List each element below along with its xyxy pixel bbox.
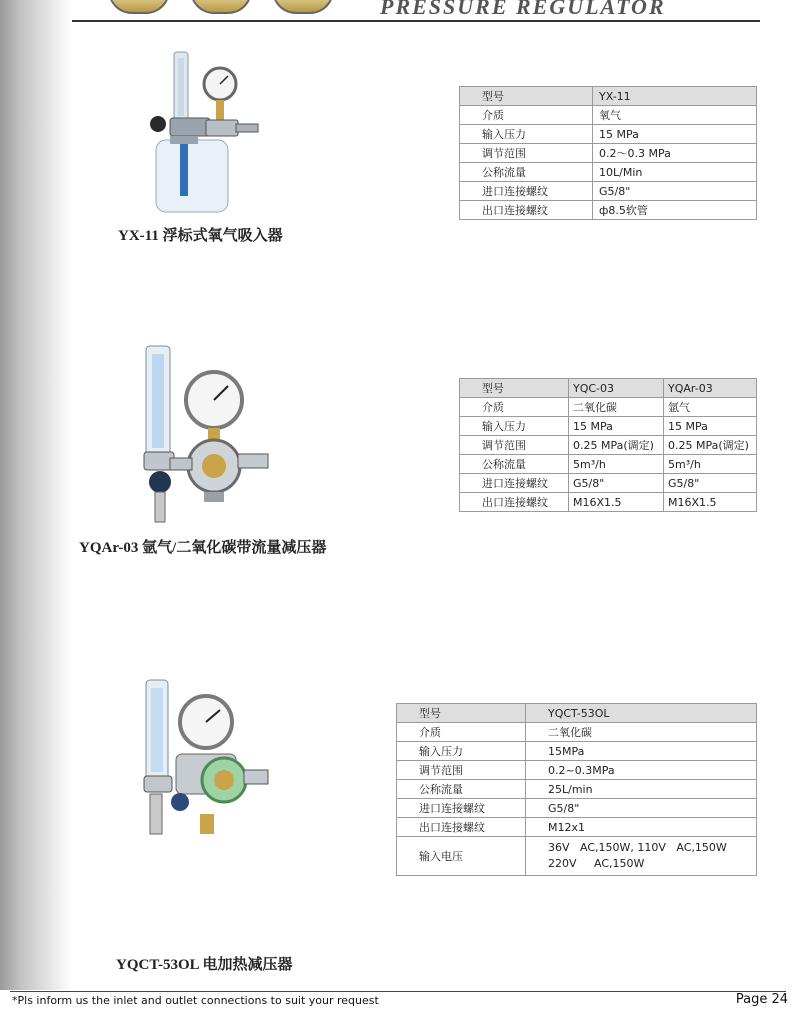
table-row: 出口连接螺纹 M16X1.5 M16X1.5 xyxy=(460,493,757,512)
table-row: 介质 二氧化碳 氩气 xyxy=(460,398,757,417)
argon-co2-regulator-image xyxy=(136,342,276,524)
table-row: 输入电压 36V AC,150W, 110V AC,150W 220V AC,150W xyxy=(397,837,757,876)
thumbnail-regulator-2 xyxy=(190,0,252,14)
table-row: 公称流量 10L/Min xyxy=(460,163,757,182)
table-row: 公称流量 5m³/h 5m³/h xyxy=(460,455,757,474)
thumbnail-regulator-1 xyxy=(108,0,170,14)
table-row: 调节范围 0.2~0.3MPa xyxy=(397,761,757,780)
thumbnail-regulator-3 xyxy=(272,0,334,14)
footer-divider xyxy=(10,991,786,992)
electric-heating-regulator-image xyxy=(136,676,276,844)
table-row: 输入压力 15 MPa xyxy=(460,125,757,144)
table-row: 型号 YX-11 xyxy=(460,87,757,106)
oxygen-inhaler-image xyxy=(140,50,270,215)
left-gradient-band xyxy=(0,0,72,990)
table-row: 输入压力 15MPa xyxy=(397,742,757,761)
table-row: 进口连接螺纹 G5/8" xyxy=(460,182,757,201)
table-row: 进口连接螺纹 G5/8" xyxy=(397,799,757,818)
product-caption-2: YQAr-03 氩气/二氧化碳带流量减压器 xyxy=(79,540,327,556)
table-row: 调节范围 0.25 MPa(调定) 0.25 MPa(调定) xyxy=(460,436,757,455)
voltage-line-2: 220V AC,150W xyxy=(548,857,645,870)
table-row: 介质 氧气 xyxy=(460,106,757,125)
table-row: 型号 YQC-03 YQAr-03 xyxy=(460,379,757,398)
product-caption-1: YX-11 浮标式氧气吸入器 xyxy=(118,228,283,244)
table-row: 出口连接螺纹 ф8.5软管 xyxy=(460,201,757,220)
table-row: 公称流量 25L/min xyxy=(397,780,757,799)
table-row: 介质 二氧化碳 xyxy=(397,723,757,742)
table-row: 型号 YQCT-53OL xyxy=(397,704,757,723)
footnote: *Pls inform us the inlet and outlet connections to suit your request xyxy=(12,994,379,1007)
header-divider xyxy=(72,20,760,22)
table-row: 输入压力 15 MPa 15 MPa xyxy=(460,417,757,436)
table-row: 出口连接螺纹 M12x1 xyxy=(397,818,757,837)
table-row: 调节范围 0.2～0.3 MPa xyxy=(460,144,757,163)
spec-table-1 xyxy=(459,86,757,220)
table-row: 进口连接螺纹 G5/8" G5/8" xyxy=(460,474,757,493)
spec-table-2 xyxy=(459,378,757,512)
page-title: PRESSURE REGULATOR xyxy=(380,0,666,19)
page-number: Page 24 xyxy=(735,992,788,1007)
product-caption-3: YQCT-53OL 电加热减压器 xyxy=(116,957,293,973)
voltage-line-1: 36V AC,150W, 110V AC,150W xyxy=(548,841,727,854)
spec-table-3 xyxy=(396,703,757,876)
